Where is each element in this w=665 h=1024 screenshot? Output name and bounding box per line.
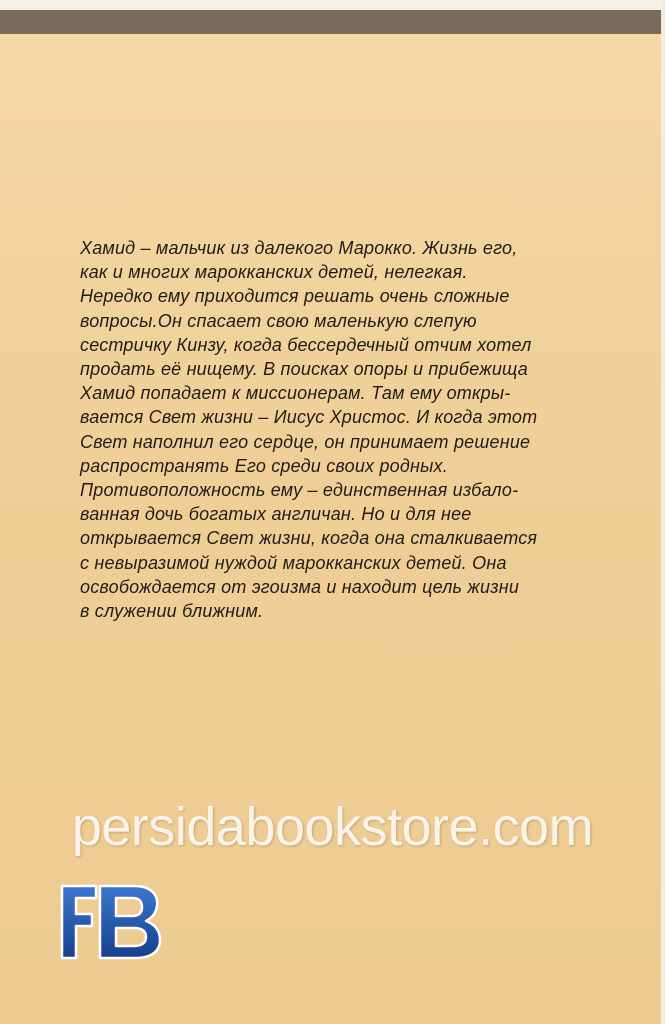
- blurb-line: освобождается от эгоизма и находит цель жизни: [80, 576, 520, 597]
- blurb-line: Хамид попадает к миссионерам. Там ему откры-: [80, 383, 511, 404]
- blurb-line: Противоположность ему – единственная избало-: [80, 480, 519, 501]
- blurb-line: Нередко ему приходится решать очень сложные: [80, 286, 510, 307]
- top-edge: [0, 0, 665, 10]
- blurb-line: распространять Его среди своих родных.: [80, 455, 448, 476]
- cover-blurb: [80, 236, 610, 623]
- blurb-line: с невыразимой нуждой марокканских детей. Она: [80, 552, 507, 573]
- store-watermark: persidabookstore.com: [71, 797, 594, 857]
- blurb-line: Хамид – мальчик из далекого Марокко. Жизнь его,: [80, 238, 518, 258]
- blurb-line: вается Свет жизни – Иисус Христос. И когда этот: [80, 407, 538, 428]
- blurb-line: вопросы.Он спасает свою маленькую слепую: [80, 310, 477, 331]
- blurb-line: продать её нищему. В поисках опоры и прибежища: [80, 359, 528, 380]
- top-band: [0, 10, 665, 34]
- blurb-line: ванная дочь богатых англичан. Но и для нее: [80, 504, 472, 525]
- blurb-line: сестричку Кинзу, когда бессердечный отчим хотел: [80, 334, 532, 355]
- blurb-line: в служении ближним.: [80, 601, 264, 622]
- right-edge: [661, 0, 665, 1024]
- blurb-line: как и многих марокканских детей, нелегкая.: [80, 262, 468, 283]
- blurb-line: Свет наполнил его сердце, он принимает решение: [80, 431, 531, 452]
- blurb-line: открывается Свет жизни, когда она сталкивается: [80, 528, 538, 549]
- publisher-logo: [56, 880, 166, 964]
